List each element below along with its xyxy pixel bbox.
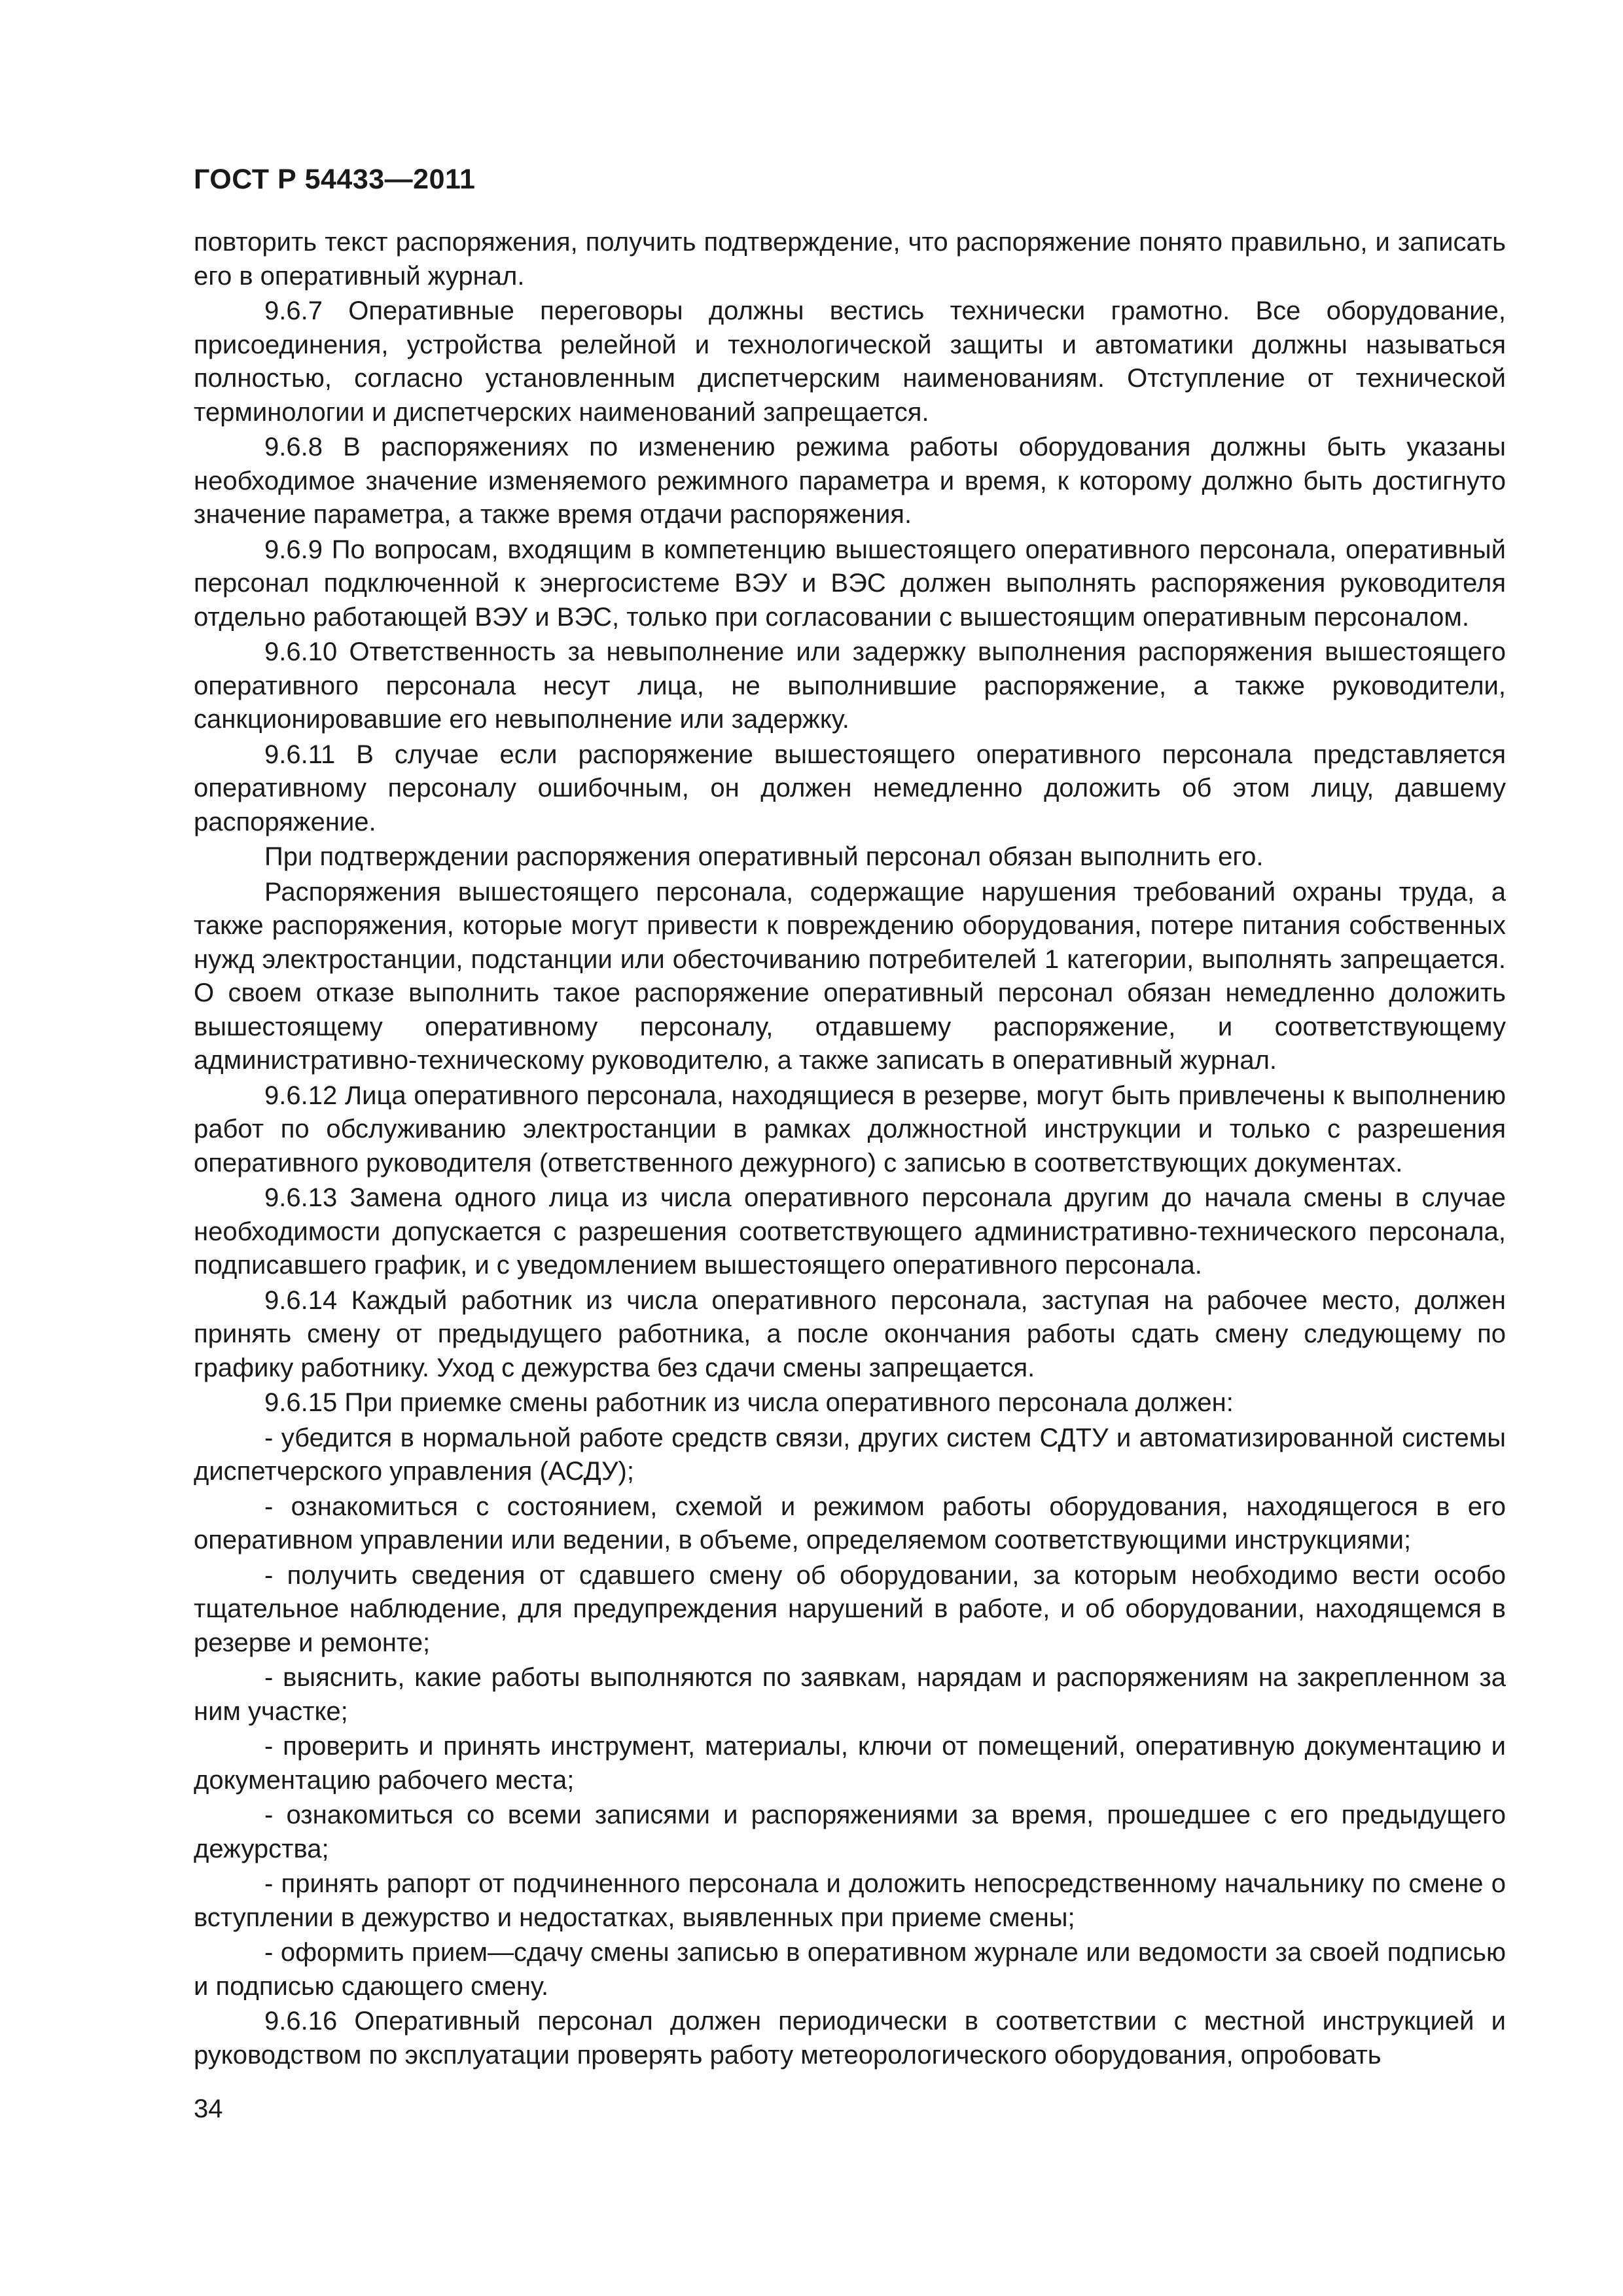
list-item: - ознакомиться с состоянием, схемой и режимом работы оборудования, находящегося в его оперативном управлении или ведении, в объеме, определяемом соответствующими инструкциями; [194,1492,1506,1554]
paragraph-9-6-7: 9.6.7 Оперативные переговоры должны вестись технически грамотно. Все оборудование, присоединения, устройства релейной и технологической защиты и автоматики должны называться полностью, согласно установленным диспетчерским наименованиям. Отступление от технической терминологии и диспетчерских наименований запрещается. [194,296,1506,427]
paragraph-9-6-14: 9.6.14 Каждый работник из числа оперативного персонала, заступая на рабочее место, должен принять смену от предыдущего работника, а после окончания работы сдать смену следующему по графику работнику. Уход с дежурства без сдачи смены запрещается. [194,1285,1506,1382]
list-item: - оформить прием—сдачу смены записью в оперативном журнале или ведомости за своей подписью и подписью сдающего смену. [194,1938,1506,2001]
list-item: - ознакомиться со всеми записями и распоряжениями за время, прошедшее с его предыдущего дежурства; [194,1801,1506,1863]
paragraph-continuation: повторить текст распоряжения, получить подтверждение, что распоряжение понято правильно, и записать его в оперативный журнал. [194,228,1506,291]
standard-code-header: ГОСТ Р 54433—2011 [194,164,476,195]
paragraph-confirmation: При подтверждении распоряжения оперативный персонал обязан выполнить его. [264,842,1264,871]
paragraph-9-6-13: 9.6.13 Замена одного лица из числа оперативного персонала другим до начала смены в случае необходимости допускается с разрешения соответствующего административно-технического персонала, подписавшего график, и с уведомлением вышестоящего оперативного персонала. [194,1183,1506,1280]
list-item: - выяснить, какие работы выполняются по заявкам, нарядам и распоряжениям на закрепленном за ним участке; [194,1663,1506,1726]
list-item: - получить сведения от сдавшего смену об оборудовании, за которым необходимо вести особо тщательное наблюдение, для предупреждения нарушений в работе, и об оборудовании, находящемся в резерве и ремонте; [194,1560,1506,1657]
document-body [194,226,1506,2073]
paragraph-prohibited-orders: Распоряжения вышестоящего персонала, содержащие нарушения требований охраны труда, а также распоряжения, которые могут привести к повреждению оборудования, потере питания собственных нужд электростанции, подстанции или обесточиванию потребителей 1 категории, выполнять запрещается. О своем отказе выполнить такое распоряжение оперативный персонал обязан немедленно доложить вышестоящему оперативному персоналу, отдавшему распоряжение, и соответствующему административно-техническому руководителю, а также записать в оперативный журнал. [194,877,1506,1075]
list-item: - проверить и принять инструмент, материалы, ключи от помещений, оперативную документацию и документацию рабочего места; [194,1732,1506,1795]
page-number: 34 [194,2094,223,2123]
paragraph-9-6-9: 9.6.9 По вопросам, входящим в компетенцию вышестоящего оперативного персонала, оперативный персонал подключенной к энергосистеме ВЭУ и ВЭС должен выполнять распоряжения руководителя отдельно работающей ВЭУ и ВЭС, только при согласовании с вышестоящим оперативным персоналом. [194,535,1506,632]
paragraph-9-6-8: 9.6.8 В распоряжениях по изменению режима работы оборудования должны быть указаны необходимое значение изменяемого режимного параметра и время, к которому должно быть достигнуто значение параметра, а также время отдачи распоряжения. [194,433,1506,529]
paragraph-9-6-15: 9.6.15 При приемке смены работник из числа оперативного персонала должен: [264,1388,1234,1417]
paragraph-9-6-10: 9.6.10 Ответственность за невыполнение или задержку выполнения распоряжения вышестоящего оперативного персонала несут лица, не выполнившие распоряжение, а также руководители, санкционировавшие его невыполнение или задержку. [194,637,1506,734]
paragraph-9-6-12: 9.6.12 Лица оперативного персонала, находящиеся в резерве, могут быть привлечены к выполнению работ по обслуживанию электростанции в рамках должностной инструкции и только с разрешения оперативного руководителя (ответственного дежурного) с записью в соответствующих документах. [194,1081,1506,1177]
paragraph-9-6-16: 9.6.16 Оперативный персонал должен периодически в соответствии с местной инструкцией и руководством по эксплуатации проверять работу метеорологического оборудования, опробовать [194,2007,1506,2070]
paragraph-9-6-11: 9.6.11 В случае если распоряжение вышестоящего оперативного персонала представляется оперативному персоналу ошибочным, он должен немедленно доложить об этом лицу, давшему распоряжение. [194,740,1506,836]
list-item: - принять рапорт от подчиненного персонала и доложить непосредственному начальнику по смене о вступлении в дежурство и недостатках, выявленных при приеме смены; [194,1869,1506,1932]
list-item: - убедится в нормальной работе средств связи, других систем СДТУ и автоматизированной системы диспетчерского управления (АСДУ); [194,1423,1506,1486]
